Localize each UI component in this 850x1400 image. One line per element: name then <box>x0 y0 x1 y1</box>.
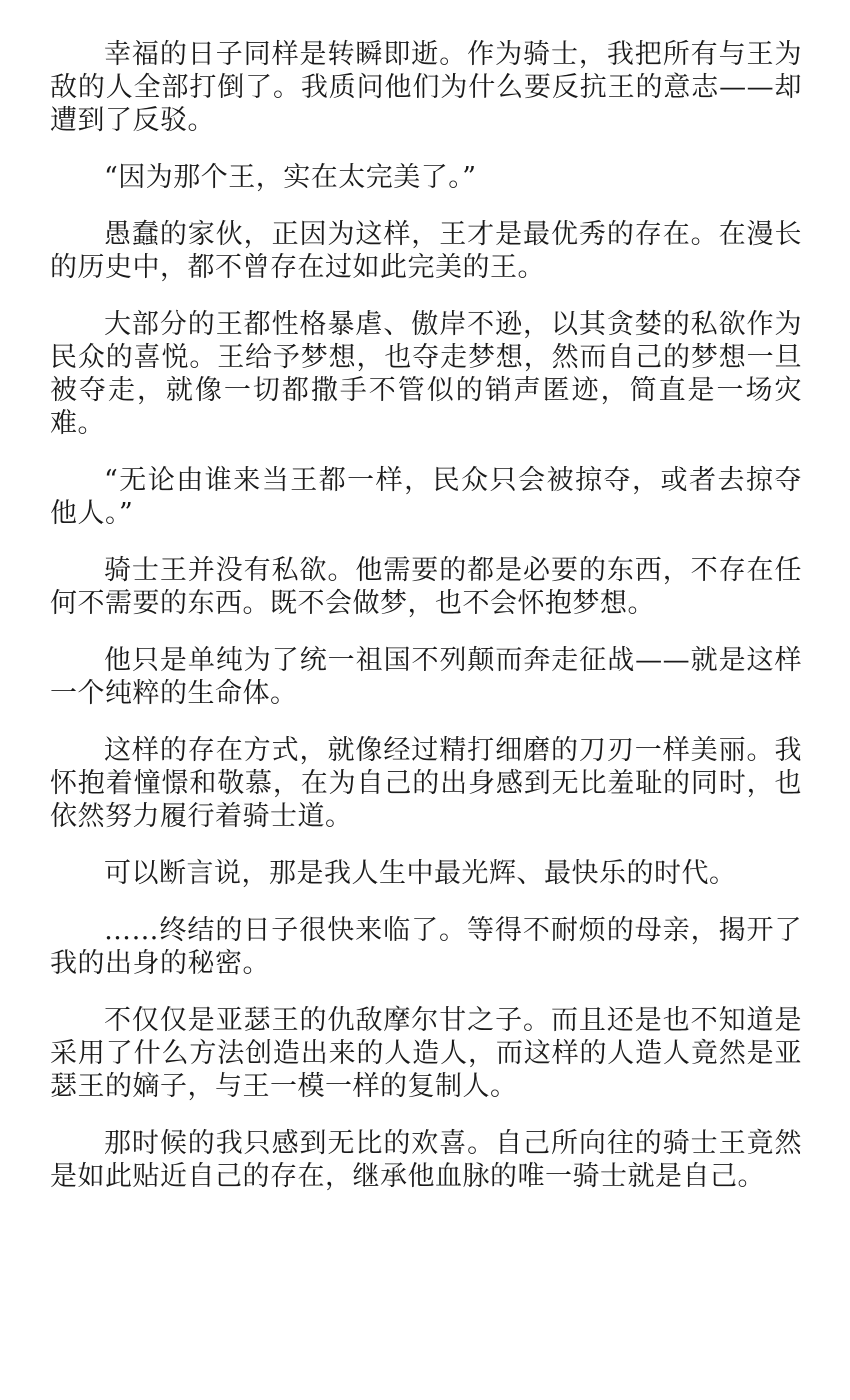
paragraph: ……终结的日子很快来临了。等得不耐烦的母亲，揭开了我的出身的秘密。 <box>50 915 802 979</box>
paragraph: 骑士王并没有私欲。他需要的都是必要的东西，不存在任何不需要的东西。既不会做梦，也不会怀抱梦想。 <box>50 555 802 619</box>
paragraph: 愚蠢的家伙，正因为这样，王才是最优秀的存在。在漫长的历史中，都不曾存在过如此完美的王。 <box>50 219 802 283</box>
paragraph: 大部分的王都性格暴虐、傲岸不逊，以其贪婪的私欲作为民众的喜悦。王给予梦想，也夺走梦想，然而自己的梦想一旦被夺走，就像一切都撒手不管似的销声匿迹，简直是一场灾难。 <box>50 309 802 439</box>
paragraph: 可以断言说，那是我人生中最光辉、最快乐的时代。 <box>104 858 737 889</box>
paragraph: 那时候的我只感到无比的欢喜。自己所向往的骑士王竟然是如此贴近自己的存在，继承他血脉的唯一骑士就是自己。 <box>50 1128 802 1192</box>
paragraph: 幸福的日子同样是转瞬即逝。作为骑士，我把所有与王为敌的人全部打倒了。我质问他们为什么要反抗王的意志——却遭到了反驳。 <box>50 39 802 136</box>
paragraph: “因为那个王，实在太完美了。” <box>104 162 477 193</box>
paragraph: 这样的存在方式，就像经过精打细磨的刀刃一样美丽。我怀抱着憧憬和敬慕，在为自己的出身感到无比羞耻的同时，也依然努力履行着骑士道。 <box>50 735 802 832</box>
paragraph: 他只是单纯为了统一祖国不列颠而奔走征战——就是这样一个纯粹的生命体。 <box>50 645 802 709</box>
paragraph: “无论由谁来当王都一样，民众只会被掠夺，或者去掠夺他人。” <box>50 465 802 529</box>
paragraph: 不仅仅是亚瑟王的仇敌摩尔甘之子。而且还是也不知道是采用了什么方法创造出来的人造人，而这样的人造人竟然是亚瑟王的嫡子，与王一模一样的复制人。 <box>50 1005 802 1102</box>
